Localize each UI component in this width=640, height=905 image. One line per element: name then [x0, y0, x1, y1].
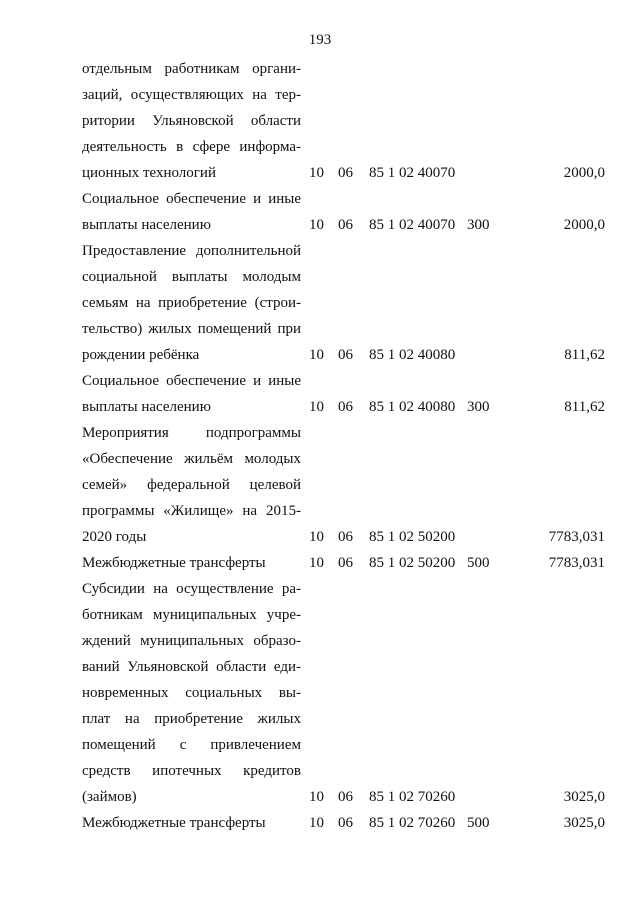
row-description — [82, 550, 301, 576]
description-line: деятельность в сфере информа- — [82, 139, 301, 155]
description-line: Субсидии на осуществление ра- — [82, 581, 301, 597]
expense-type-code: 300 — [467, 399, 490, 415]
description-line: семей» федеральной целевой — [82, 477, 301, 493]
description-line: Мероприятия подпрограммы — [82, 425, 301, 441]
subsection-code: 06 — [338, 789, 353, 805]
row-description — [82, 56, 301, 186]
subsection-code: 06 — [338, 555, 353, 571]
description-line: ционных технологий — [82, 165, 216, 181]
section-code: 10 — [309, 347, 324, 363]
amount: 3025,0 — [563, 815, 605, 831]
target-article-code: 85 1 02 70260 — [369, 815, 456, 831]
subsection-code: 06 — [338, 815, 353, 831]
target-article-code: 85 1 02 70260 — [369, 789, 456, 805]
page-number: 193 — [308, 32, 332, 48]
description-line: Социальное обеспечение и иные — [82, 373, 301, 389]
section-code: 10 — [309, 165, 324, 181]
target-article-code: 85 1 02 40070 — [369, 165, 456, 181]
row-description — [82, 810, 301, 836]
row-description — [82, 368, 301, 420]
description-line: программы «Жилище» на 2015- — [82, 503, 301, 519]
amount: 811,62 — [564, 347, 605, 363]
section-code: 10 — [309, 399, 324, 415]
description-line: отдельным работникам органи- — [82, 61, 301, 77]
description-line: 2020 годы — [82, 529, 147, 545]
description-line: ждений муниципальных образо- — [82, 633, 301, 649]
description-line: плат на приобретение жилых — [82, 711, 301, 727]
description-line: выплаты населению — [82, 399, 211, 415]
description-line: «Обеспечение жильём молодых — [82, 451, 301, 467]
description-line: ритории Ульяновской области — [82, 113, 301, 129]
table-row — [0, 56, 640, 186]
target-article-code: 85 1 02 40070 — [369, 217, 456, 233]
amount: 7783,031 — [548, 555, 605, 571]
description-line: выплаты населению — [82, 217, 211, 233]
description-line: заций, осуществляющих на тер- — [82, 87, 301, 103]
expense-type-code: 300 — [467, 217, 490, 233]
expense-type-code: 500 — [467, 555, 490, 571]
description-line: тельство) жилых помещений при — [82, 321, 301, 337]
section-code: 10 — [309, 789, 324, 805]
subsection-code: 06 — [338, 347, 353, 363]
subsection-code: 06 — [338, 165, 353, 181]
section-code: 10 — [309, 217, 324, 233]
table-row — [0, 576, 640, 810]
amount: 2000,0 — [563, 165, 605, 181]
section-code: 10 — [309, 815, 324, 831]
row-description — [82, 420, 301, 550]
row-description — [82, 186, 301, 238]
section-code: 10 — [309, 529, 324, 545]
description-line: Межбюджетные трансферты — [82, 555, 266, 571]
target-article-code: 85 1 02 50200 — [369, 529, 456, 545]
table-row — [0, 186, 640, 238]
row-description — [82, 238, 301, 368]
subsection-code: 06 — [338, 529, 353, 545]
description-line: социальной выплаты молодым — [82, 269, 301, 285]
target-article-code: 85 1 02 40080 — [369, 399, 456, 415]
description-line: средств ипотечных кредитов — [82, 763, 301, 779]
amount: 2000,0 — [563, 217, 605, 233]
table-row — [0, 550, 640, 576]
description-line: рождении ребёнка — [82, 347, 200, 363]
description-line: (займов) — [82, 789, 137, 805]
description-line: семьям на приобретение (строи- — [82, 295, 301, 311]
amount: 7783,031 — [548, 529, 605, 545]
description-line: ботникам муниципальных учре- — [82, 607, 301, 623]
description-line: Социальное обеспечение и иные — [82, 191, 301, 207]
section-code: 10 — [309, 555, 324, 571]
amount: 3025,0 — [563, 789, 605, 805]
expense-type-code: 500 — [467, 815, 490, 831]
description-line: помещений с привлечением — [82, 737, 301, 753]
description-line: Межбюджетные трансферты — [82, 815, 266, 831]
table-row — [0, 238, 640, 368]
description-line: ваний Ульяновской области еди- — [82, 659, 301, 675]
table-row — [0, 420, 640, 550]
subsection-code: 06 — [338, 217, 353, 233]
table-row — [0, 368, 640, 420]
subsection-code: 06 — [338, 399, 353, 415]
description-line: Предоставление дополнительной — [82, 243, 301, 259]
table-row — [0, 810, 640, 836]
target-article-code: 85 1 02 50200 — [369, 555, 456, 571]
target-article-code: 85 1 02 40080 — [369, 347, 456, 363]
description-line: новременных социальных вы- — [82, 685, 301, 701]
amount: 811,62 — [564, 399, 605, 415]
row-description — [82, 576, 301, 810]
